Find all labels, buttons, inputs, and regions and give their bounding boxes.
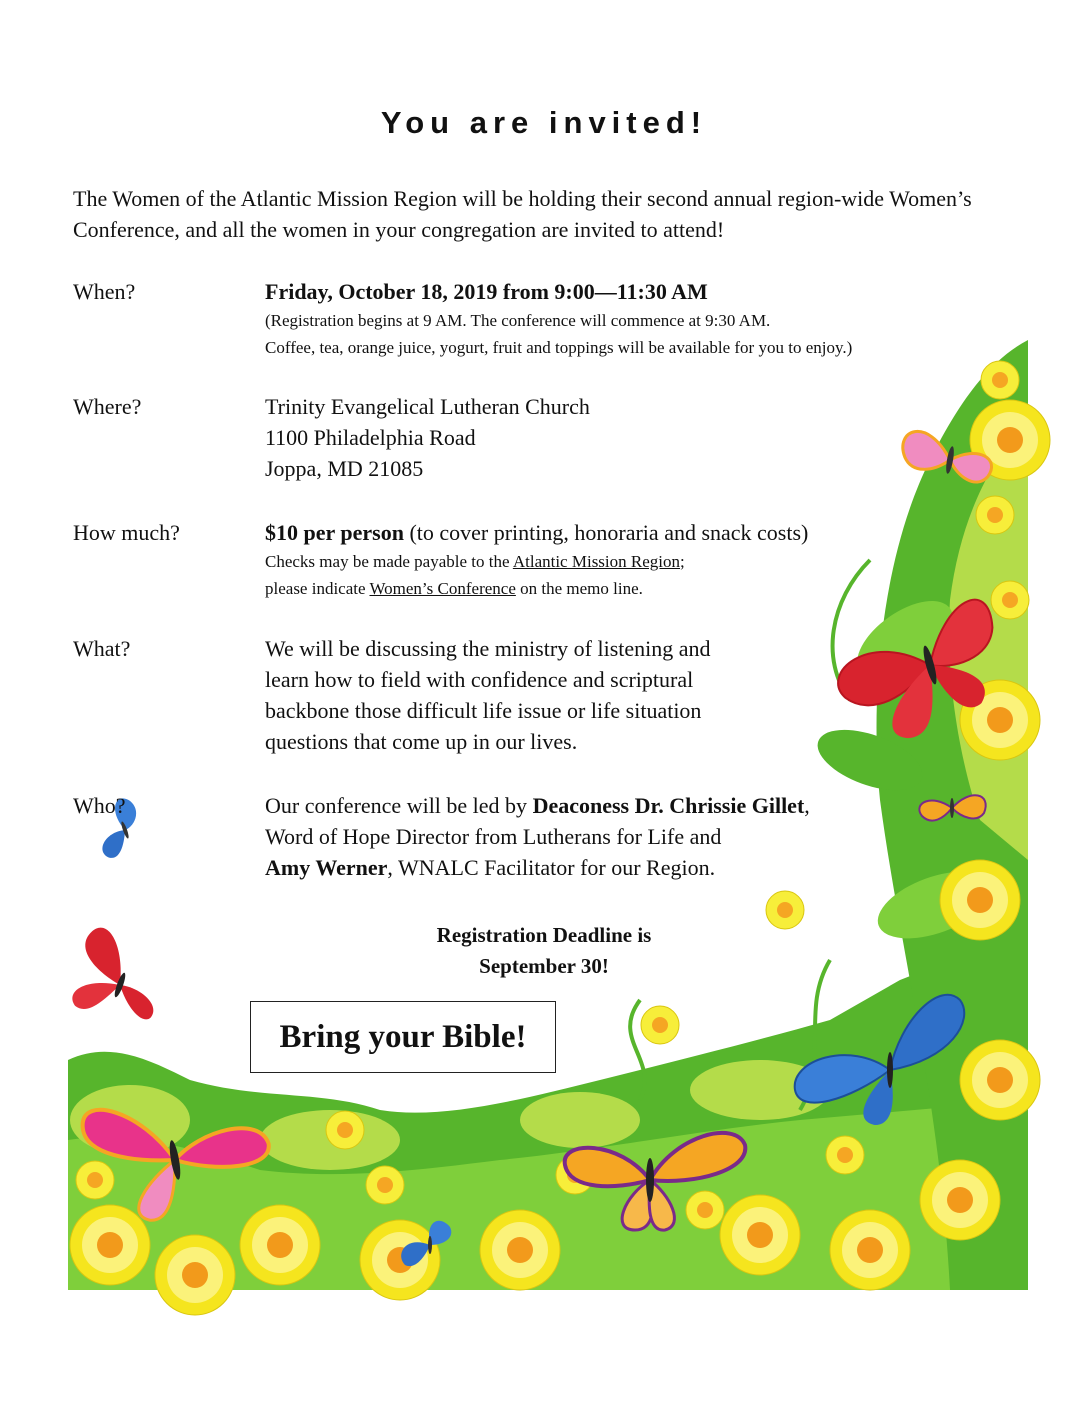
price: $10 per person bbox=[265, 520, 404, 545]
checks-pre: Checks may be made payable to the bbox=[265, 552, 513, 571]
leader-1: Deaconess Dr. Chrissie Gillet bbox=[532, 793, 805, 818]
checks-payee: Atlantic Mission Region bbox=[512, 552, 681, 571]
what-line-1: We will be discussing the ministry of listening and bbox=[265, 636, 711, 661]
who-line-2: Word of Hope Director from Lutherans for Life and bbox=[265, 824, 722, 849]
bring-bible-box: Bring your Bible! bbox=[250, 1001, 556, 1073]
when-section bbox=[265, 276, 852, 361]
memo-pre: please indicate bbox=[265, 579, 370, 598]
when-note-1: (Registration begins at 9 AM. The conference will commence at 9:30 AM. bbox=[265, 311, 771, 330]
where-line-2: 1100 Philadelphia Road bbox=[265, 425, 476, 450]
who-post-2: , WNALC Facilitator for our Region. bbox=[387, 855, 716, 880]
registration-deadline bbox=[0, 920, 1088, 982]
what-line-3: backbone those difficult life issue or life situation bbox=[265, 698, 702, 723]
where-section bbox=[265, 391, 590, 484]
who-post-1: , bbox=[804, 793, 810, 818]
leader-2: Amy Werner bbox=[265, 855, 388, 880]
where-line-3: Joppa, MD 21085 bbox=[265, 456, 424, 481]
deadline-line-2: September 30! bbox=[479, 954, 609, 978]
intro-paragraph: The Women of the Atlantic Mission Region will be holding their second annual region-wide Women’s Conference, and all the women in your congregation are invited to attend! bbox=[73, 186, 972, 242]
when-label: When? bbox=[73, 279, 136, 304]
what-section bbox=[265, 633, 711, 757]
when-note-2: Coffee, tea, orange juice, yogurt, fruit and toppings will be available for you to enjoy.) bbox=[265, 338, 853, 357]
what-label: What? bbox=[73, 636, 131, 661]
where-line-1: Trinity Evangelical Lutheran Church bbox=[265, 394, 590, 419]
checks-post: ; bbox=[680, 552, 685, 571]
who-section bbox=[265, 790, 810, 883]
who-label: Who? bbox=[73, 793, 126, 818]
what-line-2: learn how to field with confidence and scriptural bbox=[265, 667, 694, 692]
how-much-label: How much? bbox=[73, 520, 180, 545]
memo-text: Women’s Conference bbox=[369, 579, 516, 598]
deadline-line-1: Registration Deadline is bbox=[436, 923, 652, 947]
how-much-section bbox=[265, 517, 808, 602]
price-note: (to cover printing, honoraria and snack costs) bbox=[403, 520, 809, 545]
page-title: You are invited! bbox=[380, 105, 708, 140]
where-label: Where? bbox=[73, 394, 142, 419]
memo-post: on the memo line. bbox=[515, 579, 643, 598]
what-line-4: questions that come up in our lives. bbox=[265, 729, 578, 754]
when-headline: Friday, October 18, 2019 from 9:00—11:30 AM bbox=[265, 279, 708, 304]
who-pre: Our conference will be led by bbox=[265, 793, 533, 818]
